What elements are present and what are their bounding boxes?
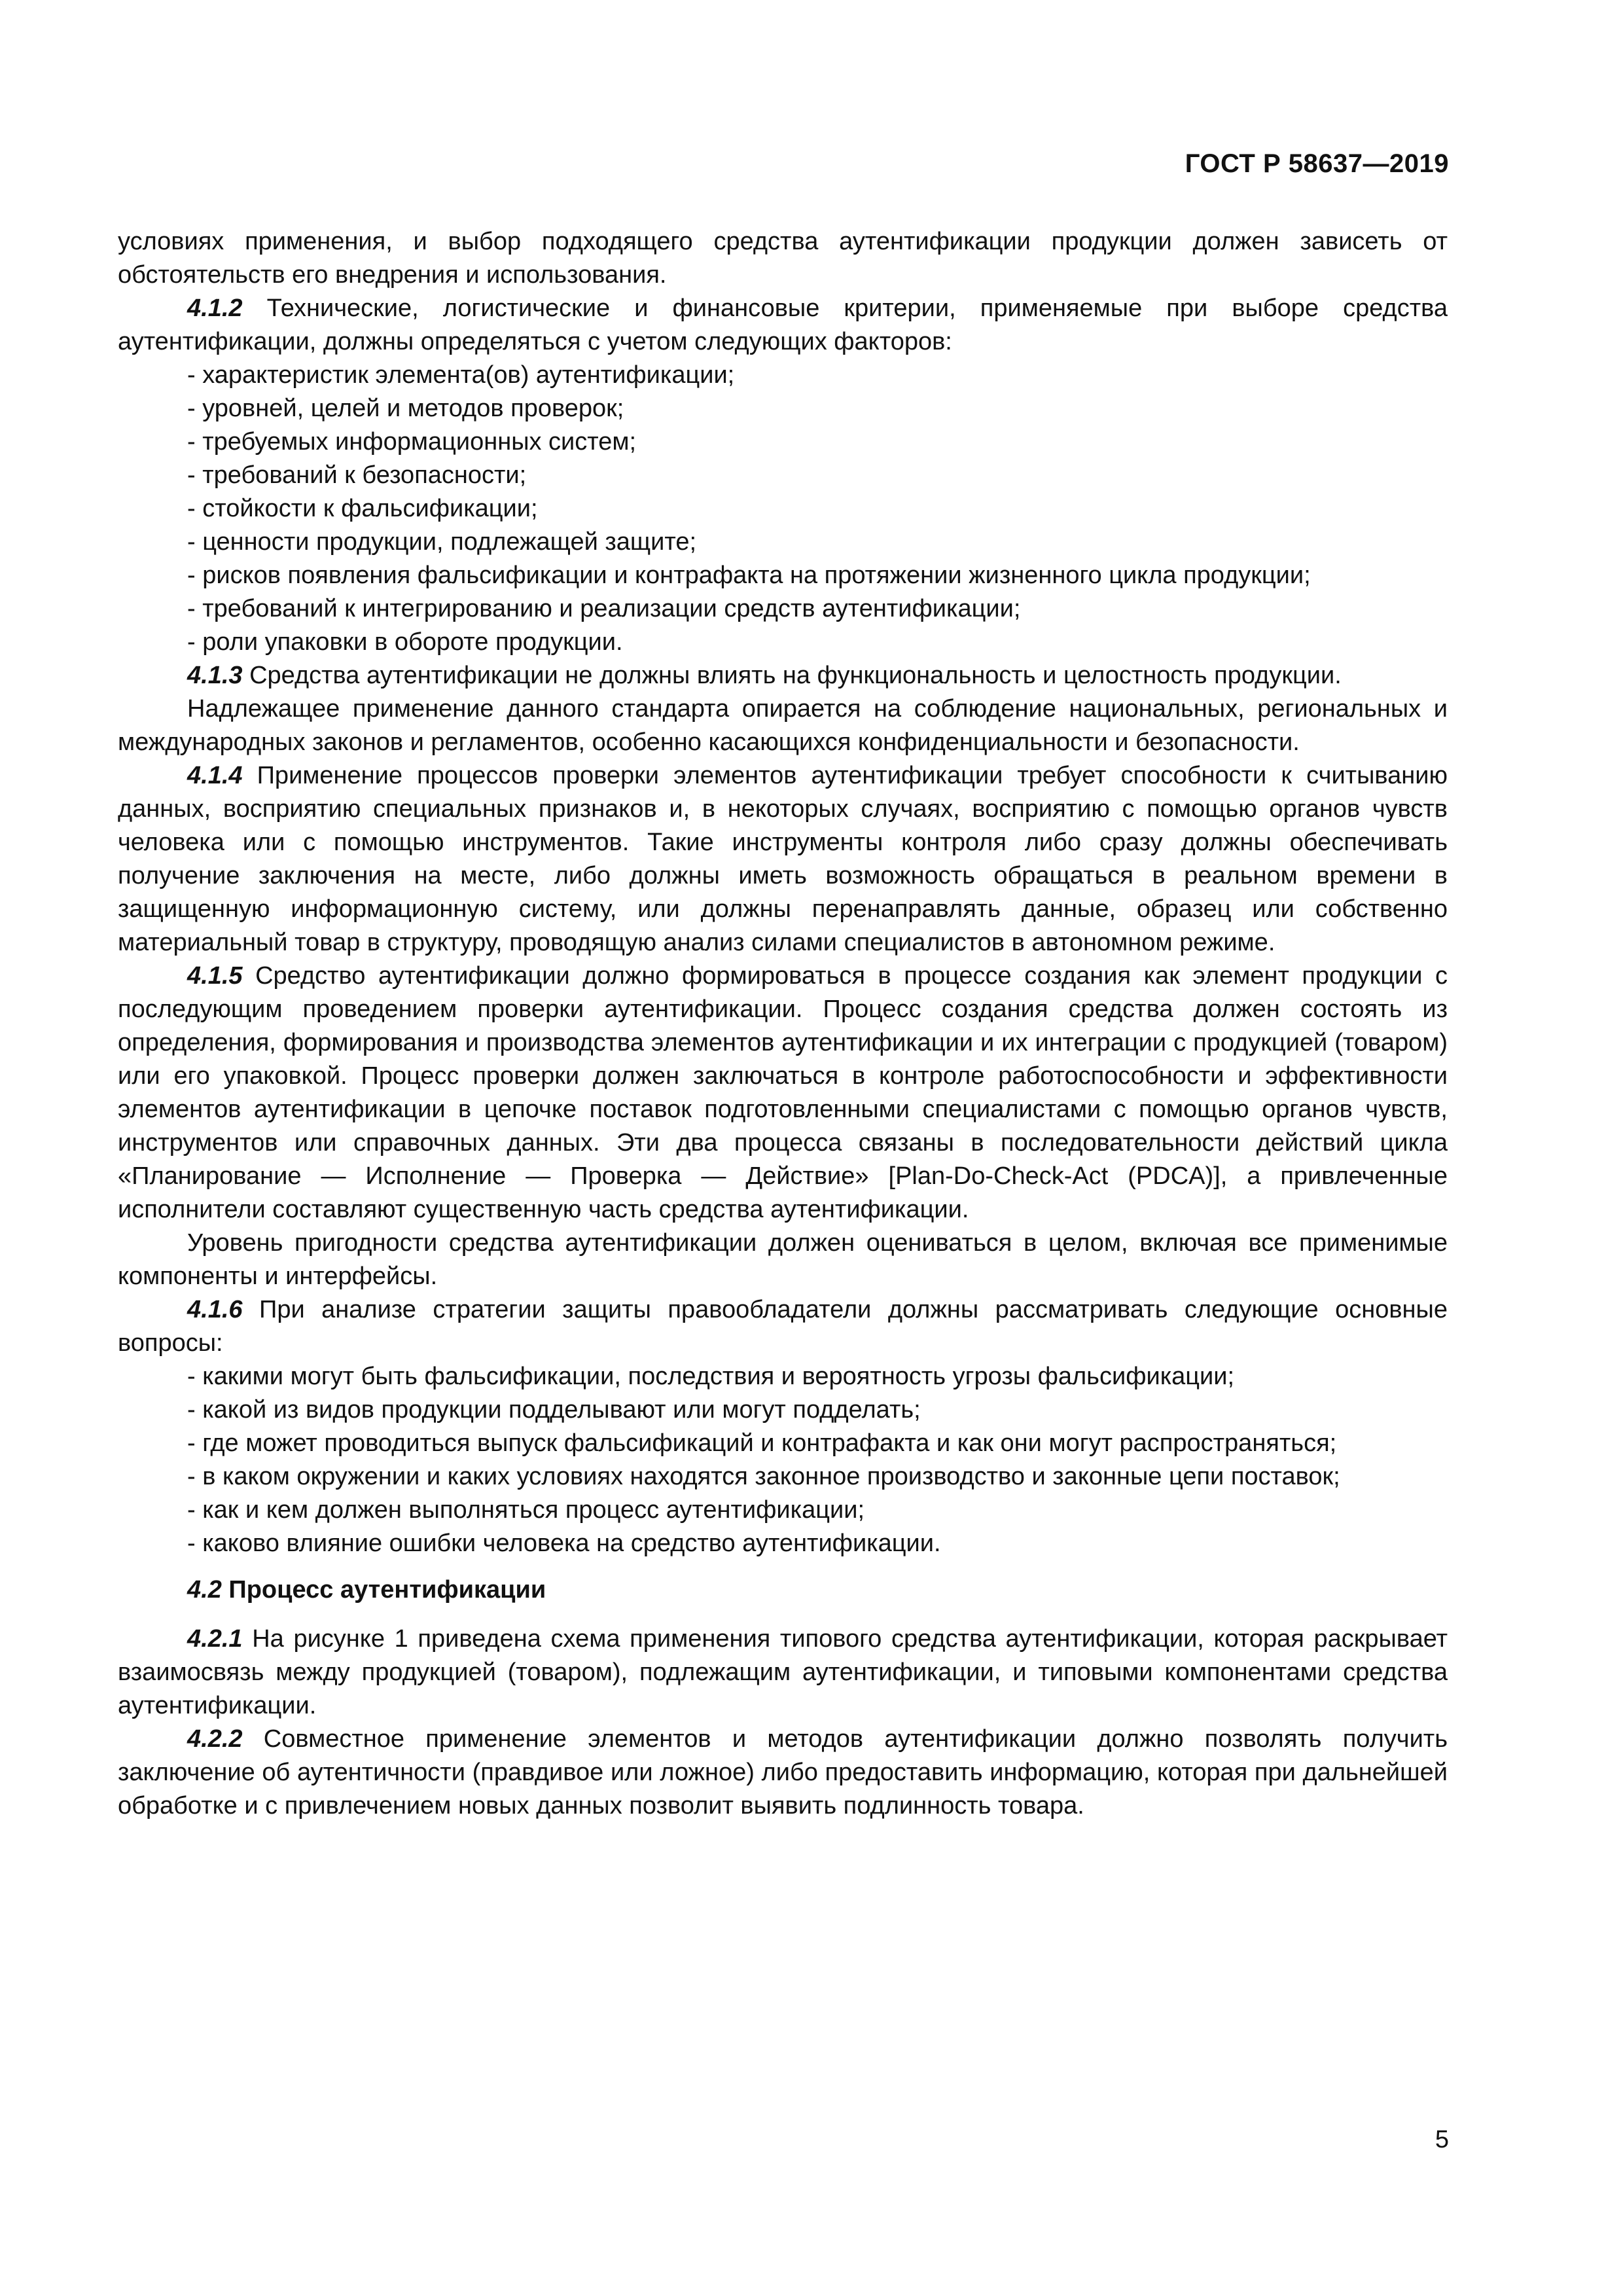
list-item: - какой из видов продукции подделывают или могут подделать; bbox=[187, 1396, 921, 1424]
clause-number: 4.1.6 bbox=[187, 1296, 243, 1323]
section-number: 4.2 bbox=[187, 1576, 222, 1604]
paragraph-text: Средство аутентификации должно формироваться в процессе создания как элемент продукции с последующим проведением проверки аутентификации. Процесс создания средства должен состоять из определения, формирования и производства элементов аутентификации и их интеграции с продукцией (товаром) или его упаковкой. Процесс проверки должен заключаться в контроле работоспособности и эффективности элементов аутентификации в цепочке поставок подготовленными специалистами с помощью органов чувств, инструментов или справочных данных. Эти два процесса связаны в последовательности действий цикла «Планирование — Исполнение — Проверка — Действие» [Plan-Do-Check-Act (PDCA)], а привлеченные исполнители составляют существенную часть средства аутентификации. bbox=[118, 962, 1448, 1223]
clause-number: 4.1.5 bbox=[187, 962, 243, 990]
list-item: - роли упаковки в обороте продукции. bbox=[187, 628, 623, 656]
list-item: - каково влияние ошибки человека на средство аутентификации. bbox=[187, 1530, 941, 1557]
paragraph-4-1-2 bbox=[118, 292, 1448, 359]
section-title: Процесс аутентификации bbox=[221, 1576, 546, 1604]
paragraph-text: Совместное применение элементов и методов аутентификации должно позволять получить заключение об аутентичности (правдивое или ложное) либо предоставить информацию, которая при дальнейшей обработке и с привлечением новых данных позволит выявить подлинность товара. bbox=[118, 1725, 1448, 1820]
page-number: 5 bbox=[1435, 2126, 1449, 2153]
paragraph-text: Технические, логистические и финансовые критерии, применяемые при выборе средства аутентификации, должны определяться с учетом следующих факторов: bbox=[118, 295, 1448, 355]
list-item: - характеристик элемента(ов) аутентификации; bbox=[187, 361, 735, 389]
list-item: - где может проводиться выпуск фальсификаций и контрафакта и как они могут распространяться; bbox=[187, 1429, 1337, 1457]
paragraph-4-1-5 bbox=[118, 960, 1448, 1227]
list-item: - рисков появления фальсификации и контрафакта на протяжении жизненного цикла продукции; bbox=[187, 562, 1311, 589]
section-heading-4-2 bbox=[118, 1573, 1448, 1607]
document-body bbox=[118, 225, 1448, 1823]
paragraph-text: Средства аутентификации не должны влиять на функциональность и целостность продукции. bbox=[242, 662, 1342, 689]
list-item: - ценности продукции, подлежащей защите; bbox=[187, 528, 697, 556]
list-item: - требований к безопасности; bbox=[187, 461, 527, 489]
paragraph-4-1-5-extra: Уровень пригодности средства аутентификации должен оцениваться в целом, включая все применимые компоненты и интерфейсы. bbox=[118, 1229, 1448, 1290]
questions-list bbox=[118, 1360, 1448, 1560]
list-item: - уровней, целей и методов проверок; bbox=[187, 395, 624, 422]
paragraph-4-2-1 bbox=[118, 1623, 1448, 1723]
paragraph-text: На рисунке 1 приведена схема применения типового средства аутентификации, которая раскрывает взаимосвязь между продукцией (товаром), подлежащим аутентификации, и типовыми компонентами средства аутентификации. bbox=[118, 1625, 1448, 1719]
paragraph-4-1-6 bbox=[118, 1293, 1448, 1360]
standard-header: ГОСТ Р 58637—2019 bbox=[1185, 149, 1449, 178]
clause-number: 4.1.4 bbox=[187, 762, 243, 789]
list-item: - как и кем должен выполняться процесс аутентификации; bbox=[187, 1496, 865, 1524]
continuation-paragraph: условиях применения, и выбор подходящего средства аутентификации продукции должен зависеть от обстоятельств его внедрения и использования. bbox=[118, 228, 1448, 289]
paragraph-text: Применение процессов проверки элементов аутентификации требует способности к считыванию данных, восприятию специальных признаков и, в некоторых случаях, восприятию с помощью органов чувств человека или с помощью инструментов. Такие инструменты контроля либо сразу должны обеспечивать получение заключения на месте, либо должны иметь возможность обращаться в реальном времени в защищенную информационную систему, или должны перенаправлять данные, образец или собственно материальный товар в структуру, проводящую анализ силами специалистов в автономном режиме. bbox=[118, 762, 1448, 956]
paragraph-4-2-2 bbox=[118, 1723, 1448, 1823]
list-item: - требований к интегрированию и реализации средств аутентификации; bbox=[187, 595, 1021, 622]
list-item: - какими могут быть фальсификации, последствия и вероятность угрозы фальсификации; bbox=[187, 1363, 1235, 1390]
list-item: - в каком окружении и каких условиях находятся законное производство и законные цепи поставок; bbox=[187, 1463, 1340, 1490]
clause-number: 4.1.3 bbox=[187, 662, 243, 689]
list-item: - стойкости к фальсификации; bbox=[187, 495, 538, 522]
paragraph-4-1-3-extra: Надлежащее применение данного стандарта опирается на соблюдение национальных, региональных и международных законов и регламентов, особенно касающихся конфиденциальности и безопасности. bbox=[118, 695, 1448, 756]
clause-number: 4.2.1 bbox=[187, 1625, 243, 1653]
factors-list bbox=[118, 359, 1448, 659]
paragraph-4-1-4 bbox=[118, 759, 1448, 960]
clause-number: 4.1.2 bbox=[187, 295, 243, 322]
clause-number: 4.2.2 bbox=[187, 1725, 243, 1753]
list-item: - требуемых информационных систем; bbox=[187, 428, 637, 456]
paragraph-text: При анализе стратегии защиты правообладатели должны рассматривать следующие основные вопросы: bbox=[118, 1296, 1448, 1357]
paragraph-4-1-3 bbox=[118, 659, 1448, 692]
